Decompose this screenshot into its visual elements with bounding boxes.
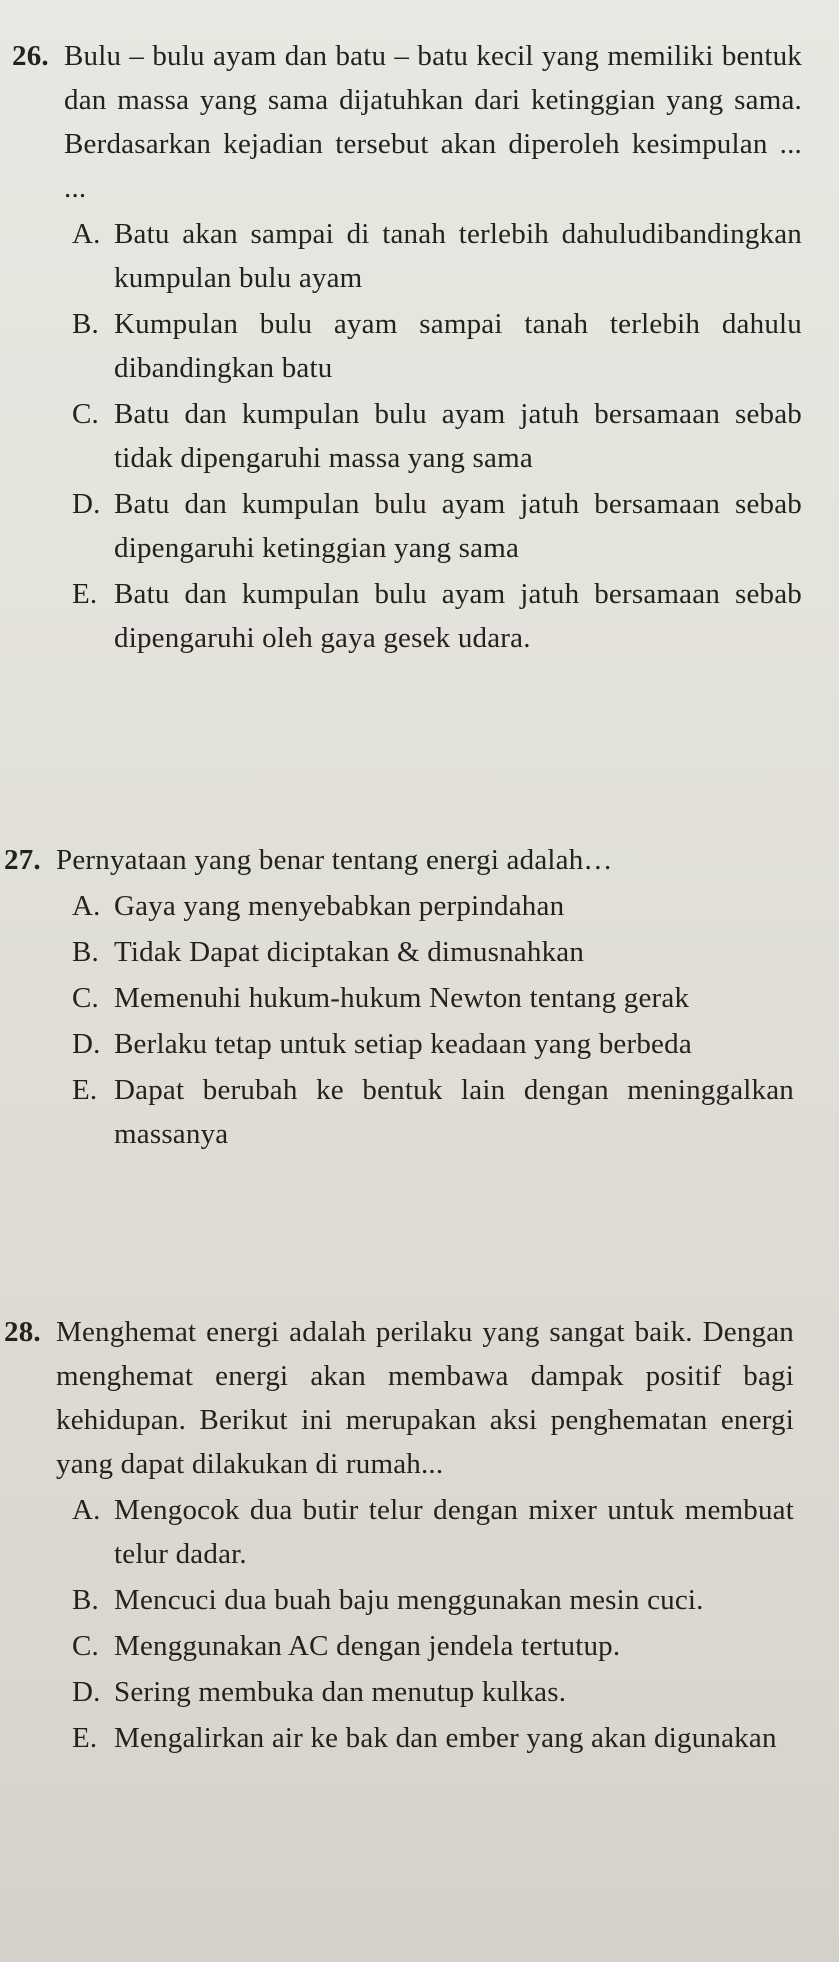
option-text: Menggunakan AC dengan jendela tertutup. — [114, 1630, 621, 1662]
option-d — [72, 482, 802, 570]
option-text: Batu akan sampai di tanah terlebih dahuludibandingkan kumpulan bulu ayam — [114, 218, 802, 294]
question-stem — [4, 1310, 794, 1486]
question-26 — [12, 34, 802, 660]
option-text: Memenuhi hukum-hukum Newton tentang gerak — [114, 982, 690, 1014]
option-letter: D. — [72, 1676, 101, 1708]
option-a — [72, 1488, 794, 1576]
option-letter: B. — [72, 936, 99, 968]
question-stem — [4, 838, 794, 882]
option-letter: E. — [72, 1722, 98, 1754]
question-27 — [4, 838, 794, 1156]
option-text: Dapat berubah ke bentuk lain dengan meninggalkan massanya — [114, 1074, 794, 1150]
option-letter: B. — [72, 1584, 99, 1616]
question-stem — [12, 34, 802, 210]
option-letter: A. — [72, 218, 101, 250]
option-d — [72, 1022, 794, 1066]
option-letter: C. — [72, 1630, 99, 1662]
answer-options — [72, 1488, 794, 1760]
question-text: Pernyataan yang benar tentang energi adalah… — [56, 844, 613, 876]
question-text: Menghemat energi adalah perilaku yang sangat baik. Dengan menghemat energi akan membawa dampak positif bagi kehidupan. Berikut ini merupakan aksi penghematan energi yang dapat dilakukan di rumah... — [56, 1316, 794, 1480]
option-text: Tidak Dapat diciptakan & dimusnahkan — [114, 936, 585, 968]
answer-options — [72, 212, 802, 660]
option-e — [72, 572, 802, 660]
option-letter: C. — [72, 982, 99, 1014]
option-text: Batu dan kumpulan bulu ayam jatuh bersamaan sebab tidak dipengaruhi massa yang sama — [114, 398, 802, 474]
option-text: Batu dan kumpulan bulu ayam jatuh bersamaan sebab dipengaruhi oleh gaya gesek udara. — [114, 578, 802, 654]
question-number: 28. — [4, 1316, 41, 1348]
option-d — [72, 1670, 794, 1714]
option-text: Mencuci dua buah baju menggunakan mesin cuci. — [114, 1584, 704, 1616]
option-b — [72, 930, 794, 974]
option-a — [72, 212, 802, 300]
option-text: Mengocok dua butir telur dengan mixer untuk membuat telur dadar. — [114, 1494, 794, 1570]
option-e — [72, 1716, 794, 1760]
option-e — [72, 1068, 794, 1156]
option-text: Mengalirkan air ke bak dan ember yang akan digunakan — [114, 1722, 777, 1754]
option-letter: A. — [72, 890, 101, 922]
option-letter: C. — [72, 398, 99, 430]
question-text: Bulu – bulu ayam dan batu – batu kecil yang memiliki bentuk dan massa yang sama dijatuhkan dari ketinggian yang sama. Berdasarkan kejadian tersebut akan diperoleh kesimpulan ... ... — [64, 40, 802, 204]
option-c — [72, 1624, 794, 1668]
option-text: Batu dan kumpulan bulu ayam jatuh bersamaan sebab dipengaruhi ketinggian yang sama — [114, 488, 802, 564]
option-text: Kumpulan bulu ayam sampai tanah terlebih dahulu dibandingkan batu — [114, 308, 802, 384]
option-a — [72, 884, 794, 928]
option-letter: A. — [72, 1494, 101, 1526]
option-c — [72, 976, 794, 1020]
question-28 — [4, 1310, 794, 1760]
option-c — [72, 392, 802, 480]
question-number: 26. — [12, 40, 49, 72]
option-text: Berlaku tetap untuk setiap keadaan yang berbeda — [114, 1028, 692, 1060]
option-letter: D. — [72, 1028, 101, 1060]
option-letter: B. — [72, 308, 99, 340]
option-text: Gaya yang menyebabkan perpindahan — [114, 890, 565, 922]
question-number: 27. — [4, 844, 41, 876]
option-b — [72, 1578, 794, 1622]
option-letter: E. — [72, 578, 98, 610]
option-b — [72, 302, 802, 390]
answer-options — [72, 884, 794, 1156]
option-letter: E. — [72, 1074, 98, 1106]
option-letter: D. — [72, 488, 101, 520]
option-text: Sering membuka dan menutup kulkas. — [114, 1676, 567, 1708]
